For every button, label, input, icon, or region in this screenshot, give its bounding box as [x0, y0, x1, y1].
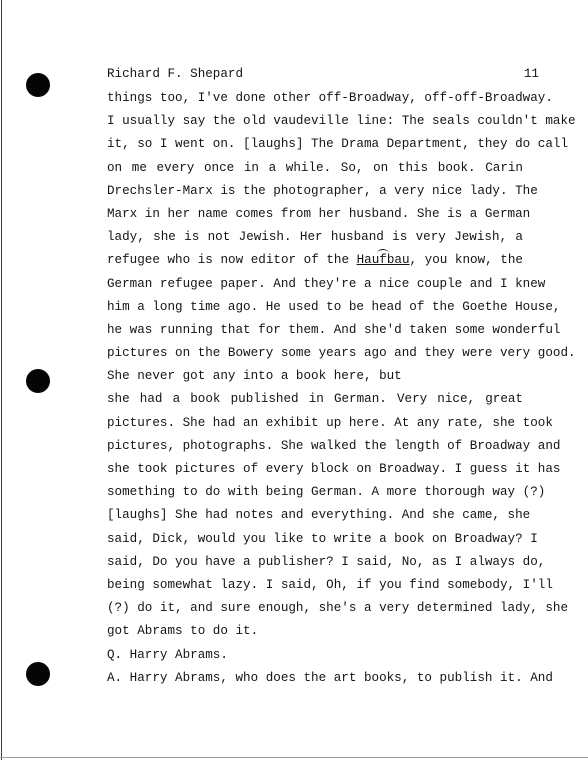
line-text-before: refugee who is now editor of the	[107, 253, 357, 268]
transcript-line: him a long time ago. He used to be head of the Goethe House,	[107, 299, 561, 314]
transcript-line: he was running that for them. And she'd taken some wonderful	[107, 322, 561, 337]
transcript-line: said, Dick, would you like to write a book on Broadway? I	[107, 531, 538, 546]
interviewee-name: Richard F. Shepard	[107, 67, 244, 81]
transcript-line-with-title	[107, 249, 523, 272]
transcript-line: I usually say the old vaudeville line: The seals couldn't make	[107, 114, 576, 129]
transcript-line: said, Do you have a publisher? I said, No, as I always do,	[107, 554, 546, 569]
transcript-line: pictures on the Bowery some years ago and they were very good.	[107, 346, 576, 361]
transcript-line: she had a book published in German. Very nice, great	[107, 392, 523, 407]
page-left-edge	[1, 0, 2, 760]
page-number: 11	[523, 67, 539, 81]
transcript-line: lady, she is not Jewish. Her husband is very Jewish, a	[107, 230, 523, 245]
transcript-line: (?) do it, and sure enough, she's a very determined lady, she	[107, 601, 569, 616]
transcript-line: Drechsler-Marx is the photographer, a very nice lady. The	[107, 183, 538, 198]
transcript-line: She never got any into a book here, but	[107, 369, 402, 384]
transcript-line: something to do with being German. A more thorough way (?)	[107, 485, 546, 500]
page-bottom-edge	[0, 757, 588, 758]
binder-hole-top	[26, 73, 50, 97]
transcript-line: it, so I went on. [laughs] The Drama Department, they do call	[107, 137, 569, 152]
line-text-after: , you know, the	[409, 253, 523, 268]
page-header	[107, 64, 539, 84]
transcript-line: got Abrams to do it.	[107, 624, 259, 639]
transcript-line: [laughs] She had notes and everything. And she came, she	[107, 508, 531, 523]
transcript-line: being somewhat lazy. I said, Oh, if you find somebody, I'll	[107, 577, 553, 592]
newspaper-title-part-1: Hauf	[356, 253, 387, 268]
transcript-line: she took pictures of every block on Broadway. I guess it has	[107, 462, 561, 476]
newspaper-title-part-2: bau	[386, 253, 410, 268]
transcript-line: pictures, photographs. She walked the length of Broadway and	[107, 438, 561, 453]
binder-hole-bottom	[26, 662, 50, 686]
question-line: Q. Harry Abrams.	[107, 647, 228, 662]
transcript-line: things too, I've done other off-Broadway, off-off-Broadway.	[107, 91, 553, 105]
transcript-line: pictures. She had an exhibit up here. At any rate, she took	[107, 415, 553, 430]
transcript-line: Marx in her name comes from her husband. She is a German	[107, 206, 531, 221]
transcript-line: German refugee paper. And they're a nice couple and I knew	[107, 276, 546, 291]
transcript-body	[107, 87, 576, 690]
transcript-line: on me every once in a while. So, on this book. Carin	[107, 160, 523, 175]
answer-line: A. Harry Abrams, who does the art books, to publish it. And	[107, 670, 553, 685]
binder-hole-middle	[26, 369, 50, 393]
